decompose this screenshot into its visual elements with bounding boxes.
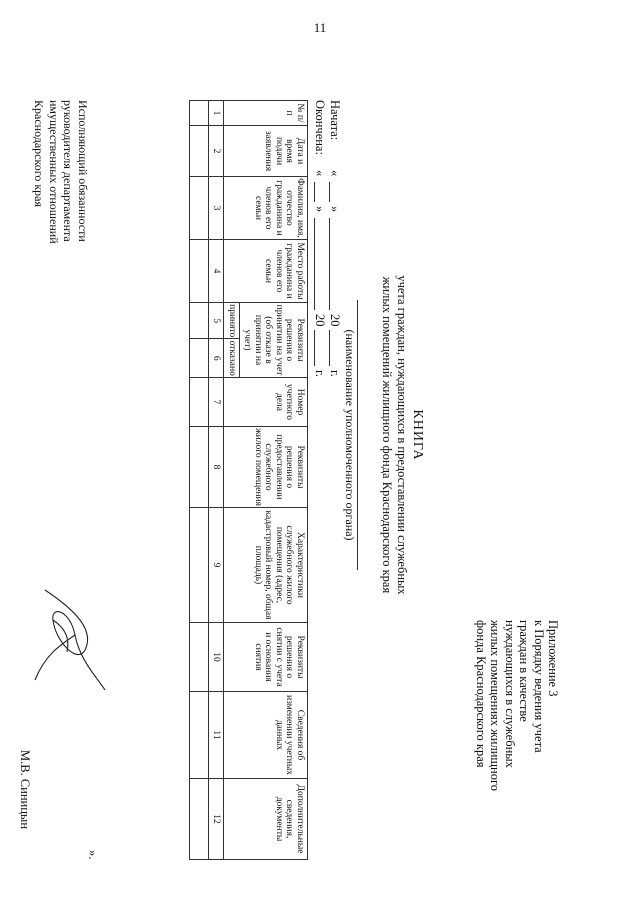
organ-underline <box>357 300 358 570</box>
header-cell: № п/п <box>224 101 308 126</box>
header-cell: Номер учетного дела <box>224 378 308 427</box>
appendix-line: жилых помещениях жилищного <box>488 620 503 792</box>
header-cell: Место работы гражданина и членов его семьи <box>224 240 308 303</box>
empty-cell <box>190 623 209 692</box>
month-blank <box>314 218 315 310</box>
day-blank <box>314 182 315 202</box>
header-cell: Реквизиты решения о принятии на учет (об отказе в принятии на учет) <box>240 303 308 378</box>
column-number: 4 <box>209 240 225 303</box>
quote-close: » <box>313 206 327 213</box>
year-suffix: г. <box>328 370 342 377</box>
column-number: 5 <box>209 303 225 339</box>
empty-cell <box>190 126 209 177</box>
appendix-line: к Порядку ведения учета <box>531 620 546 753</box>
year-prefix: 20 <box>313 314 327 327</box>
title-heading: КНИГА <box>410 409 425 461</box>
handwritten-signature <box>25 580 115 700</box>
signer-name: М.В. Синицын <box>18 750 32 830</box>
subheader-cell: принято <box>224 303 240 339</box>
end-date-row <box>312 100 327 480</box>
signer-position-line: Исполняющий обязанности <box>76 100 90 242</box>
rotated-page-content <box>20 60 620 880</box>
signer-position-line: имущественных отношений <box>47 100 61 244</box>
empty-cell <box>190 508 209 623</box>
year-suffix: г. <box>313 370 327 377</box>
empty-cell <box>190 240 209 303</box>
registry-table <box>189 100 308 860</box>
end-label: Окончена: <box>313 100 327 155</box>
header-cell: Фамилия, имя, отчество гражданина и членов его семьи <box>224 177 308 240</box>
header-cell: Характеристики служебного жилого помещения (адрес, кадастровый номер, общая площадь) <box>224 508 308 623</box>
quote-open: « <box>328 170 342 177</box>
column-number: 11 <box>209 692 225 779</box>
year-blank <box>314 330 315 366</box>
document-title <box>380 220 425 650</box>
title-line-1: учета граждан, нуждающихся в предоставлении служебных <box>395 275 409 595</box>
empty-cell <box>190 303 209 339</box>
subheader-cell: отказано <box>224 339 240 378</box>
year-prefix: 20 <box>328 314 342 327</box>
empty-cell <box>190 427 209 508</box>
month-blank <box>329 218 330 310</box>
table-header-row <box>240 101 308 860</box>
column-number: 6 <box>209 339 225 378</box>
quote-close: » <box>328 206 342 213</box>
empty-cell <box>190 692 209 779</box>
table-number-row <box>209 101 225 860</box>
closing-quote: ». <box>86 850 100 860</box>
signer-position-line: Краснодарского края <box>32 100 47 208</box>
appendix-line: граждан в качестве <box>517 620 532 722</box>
appendix-line: нуждающихся в служебных <box>502 620 517 768</box>
empty-cell <box>190 101 209 126</box>
title-line-2: жилых помещений жилищного фонда Краснодарского края <box>380 276 395 594</box>
column-number: 10 <box>209 623 225 692</box>
empty-cell <box>190 779 209 860</box>
book-dates <box>312 100 342 480</box>
appendix-line: Приложение 3 <box>546 620 560 697</box>
header-cell: Сведения об изменении учетных данных <box>224 692 308 779</box>
start-label: Начата: <box>328 100 342 141</box>
year-blank <box>329 330 330 366</box>
start-date-row <box>327 100 342 480</box>
empty-cell <box>190 378 209 427</box>
appendix-note <box>473 620 560 792</box>
header-cell: Реквизиты решения о снятии с учета и основания снятия <box>224 623 308 692</box>
empty-cell <box>190 339 209 378</box>
column-number: 7 <box>209 378 225 427</box>
quote-open: « <box>313 170 327 177</box>
table-empty-row <box>190 101 209 860</box>
column-number: 9 <box>209 508 225 623</box>
column-number: 12 <box>209 779 225 860</box>
day-blank <box>329 182 330 202</box>
column-number: 1 <box>209 101 225 126</box>
signer-position <box>32 100 90 320</box>
header-cell: Реквизиты решения о предоставлении служебного жилого помещения <box>224 427 308 508</box>
organ-caption: (наименование уполномоченного органа) <box>343 329 357 541</box>
page-number: 11 <box>313 20 327 35</box>
appendix-line: фонда Краснодарского края <box>473 620 488 768</box>
column-number: 8 <box>209 427 225 508</box>
header-cell: Дополнительные сведения, документы <box>224 779 308 860</box>
empty-cell <box>190 177 209 240</box>
signer-position-line: руководителя департамента <box>61 100 76 242</box>
column-number: 2 <box>209 126 225 177</box>
column-number: 3 <box>209 177 225 240</box>
header-cell: Дата и время подачи заявления <box>224 126 308 177</box>
